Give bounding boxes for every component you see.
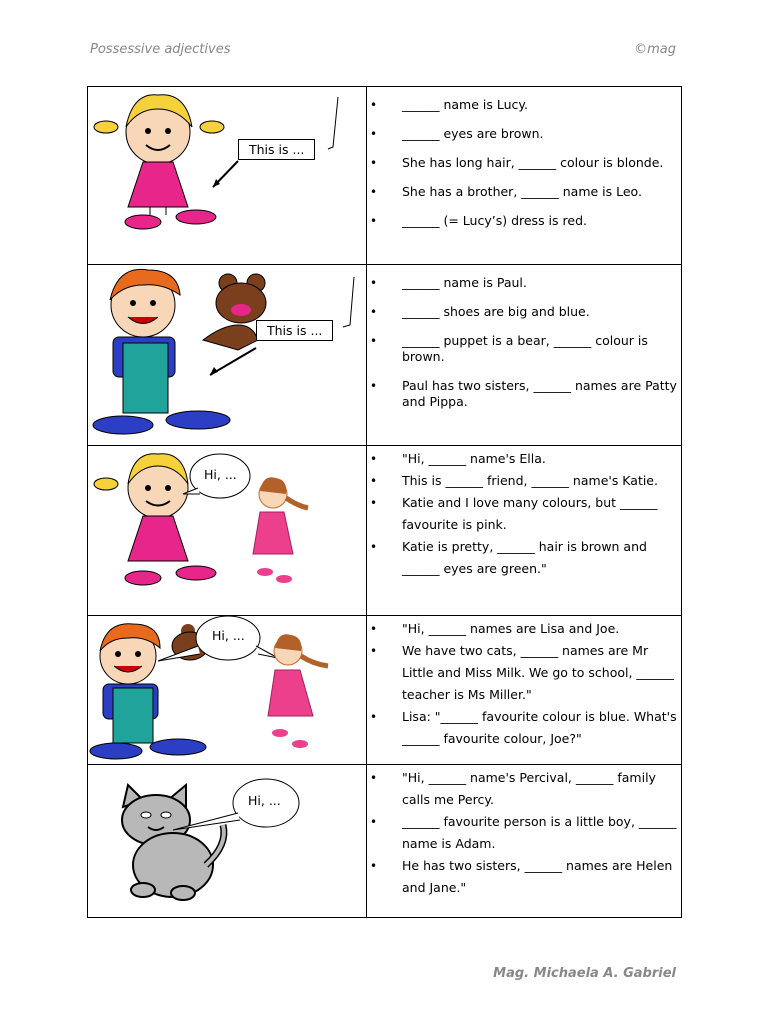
exercise-row — [88, 446, 682, 616]
cat-percival-illustration — [88, 765, 366, 918]
sentence-item: • "Hi, ______ name's Ella. — [367, 448, 681, 470]
exercise-row — [88, 87, 682, 265]
boy-paul-illustration — [88, 265, 366, 446]
picture-cell — [88, 765, 367, 918]
sentence-cell — [367, 87, 682, 265]
worksheet-table — [87, 86, 682, 918]
sentence-item: • "Hi, ______ names are Lisa and Joe. — [367, 618, 681, 640]
sentence-item: • "Hi, ______ name's Percival, ______ family calls me Percy. — [367, 767, 681, 811]
worksheet-title: Possessive adjectives — [90, 42, 231, 57]
sentence-item: • Katie and I love many colours, but ______ favourite is pink. — [367, 492, 681, 536]
speech-label: This is ... — [256, 320, 333, 341]
sentence-cell — [367, 616, 682, 765]
sentence-item: • We have two cats, ______ names are Mr Little and Miss Milk. We go to school, ______ teacher is Ms Miller." — [367, 640, 681, 706]
speech-label: This is ... — [238, 139, 315, 160]
sentence-item: • He has two sisters, ______ names are Helen and Jane." — [367, 855, 681, 899]
sentence-item: • This is ______ friend, ______ name's Katie. — [367, 470, 681, 492]
exercise-row — [88, 616, 682, 765]
sentence-item: • ______ name is Lucy. — [367, 97, 681, 113]
speech-label: Hi, ... — [248, 793, 281, 808]
sentence-cell — [367, 265, 682, 446]
sentence-cell — [367, 765, 682, 918]
girl-lucy-illustration — [88, 87, 366, 265]
picture-cell — [88, 265, 367, 446]
sentence-item: • ______ name is Paul. — [367, 275, 681, 291]
exercise-row — [88, 265, 682, 446]
picture-cell — [88, 616, 367, 765]
sentence-item: • Lisa: "______ favourite colour is blue. What's ______ favourite colour, Joe?" — [367, 706, 681, 750]
author-credit: Mag. Michaela A. Gabriel — [493, 966, 676, 981]
sentence-item: • ______ eyes are brown. — [367, 126, 681, 142]
sentence-item: • ______ favourite person is a little boy, ______ name is Adam. — [367, 811, 681, 855]
sentence-item: • ______ (= Lucy’s) dress is red. — [367, 213, 681, 229]
sentence-item: • She has a brother, ______ name is Leo. — [367, 184, 681, 200]
picture-cell — [88, 446, 367, 616]
copyright-mark: ©mag — [634, 42, 676, 57]
picture-cell — [88, 87, 367, 265]
exercise-row — [88, 765, 682, 918]
speech-label: Hi, ... — [204, 467, 237, 482]
sentence-item: • ______ shoes are big and blue. — [367, 304, 681, 320]
sentence-item: • ______ puppet is a bear, ______ colour is brown. — [367, 333, 681, 365]
sentence-item: • Katie is pretty, ______ hair is brown and ______ eyes are green." — [367, 536, 681, 580]
sentence-item: • Paul has two sisters, ______ names are Patty and Pippa. — [367, 378, 681, 410]
sentence-item: • She has long hair, ______ colour is blonde. — [367, 155, 681, 171]
sentence-cell — [367, 446, 682, 616]
speech-label: Hi, ... — [212, 628, 245, 643]
